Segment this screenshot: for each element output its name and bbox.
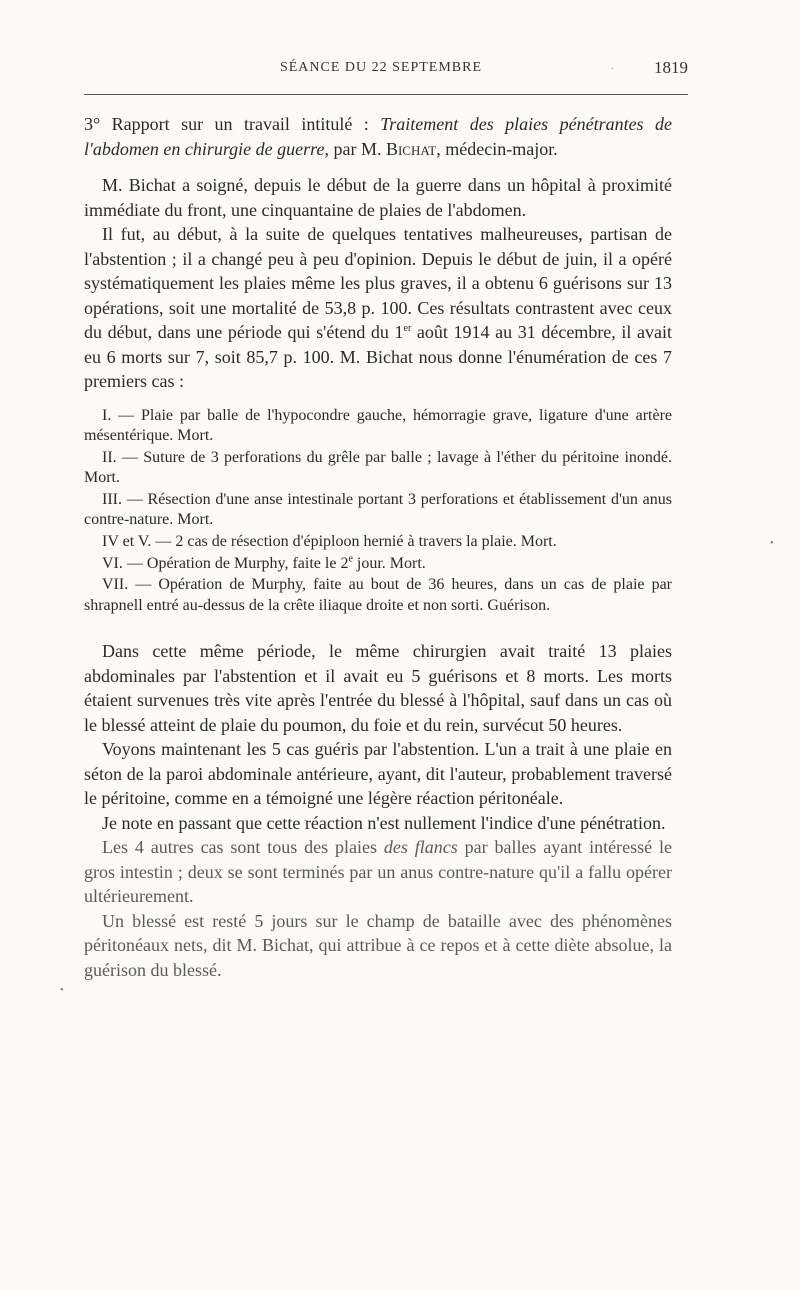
paragraph-flancs <box>84 835 672 909</box>
paragraph-results <box>84 222 672 394</box>
lower-text <box>84 639 672 982</box>
header-rule <box>84 94 688 95</box>
margin-mark: • <box>60 985 64 996</box>
report-prefix: 3° Rapport sur un travail intitulé : <box>84 114 381 134</box>
report-mid: , par M. <box>324 138 386 159</box>
case-list <box>84 406 672 617</box>
running-header <box>84 58 688 84</box>
results-text-a: Il fut, au début, à la suite de quelques tentatives malheureuses, partisan de l'abstention ; il a changé peu à peu d'opinion. Depuis le début de juin, il a opéré systématiquement les plaies même les plus graves, il a obtenu 6 guérisons sur 13 opérations, soit une mortalité de 53,8 p. 100. Ces résultats contrastent avec ceux du début, dans une période qui s'étend du 1 <box>84 224 672 342</box>
paragraph-report-title <box>84 112 672 161</box>
case-item: I. — Plaie par balle de l'hypocondre gauche, hémorragie grave, ligature d'une artère mésentérique. Mort. <box>84 406 672 445</box>
paragraph-note: Je note en passant que cette réaction n'est nullement l'indice d'une pénétration. <box>102 812 666 833</box>
page-number: 1819 <box>654 58 688 77</box>
header-title: SÉANCE DU 22 SEPTEMBRE <box>279 60 483 75</box>
paragraph-five-cases: Voyons maintenant les 5 cas guéris par l'abstention. L'un a trait à une plaie en séton de la paroi abdominale antérieure, ayant, dit l'auteur, probablement traversé le péritoine, comme en a témoigné une légère réaction péritonéale. <box>84 739 672 809</box>
case6-text-a: VI. — Opération de Murphy, faite le 2 <box>102 554 349 572</box>
author-name: Bichat <box>385 138 437 159</box>
case-item: III. — Résection d'une anse intestinale portant 3 perforations et établissement d'un anus contre-nature. Mort. <box>84 490 672 529</box>
case6-sup: e <box>348 553 353 565</box>
flancs-text-a: Les 4 autres cas sont tous des plaies <box>102 837 384 858</box>
flancs-italic: des flancs <box>383 837 458 858</box>
report-suffix: , médecin-major. <box>436 138 558 159</box>
paragraph-battlefield: Un blessé est resté 5 jours sur le champ de bataille avec des phénomènes péritonéaux nets, dit M. Bichat, qui attribue à ce repos et à cette diète absolue, la guérison du blessé. <box>84 910 672 980</box>
margin-mark: • <box>770 538 774 549</box>
paragraph-abstention: Dans cette même période, le même chirurgien avait traité 13 plaies abdominales par l'abstention et il avait eu 5 guérisons et 8 morts. Les morts étaient survenues très vite après l'entrée du blessé à l'hôpital, sauf dans un cas où le blessé atteint de plaie du poumon, du foie et du rein, survécut 50 heures. <box>84 641 672 735</box>
report-title: Traitement des plaies pénétrantes de l'abdomen en chirurgie de guerre <box>84 114 672 159</box>
case-item: IV et V. — 2 cas de résection d'épiploon hernié à travers la plaie. Mort. <box>102 533 557 551</box>
case-item: VII. — Opération de Murphy, faite au bout de 36 heures, dans un cas de plaie par shrapnell entré au-dessus de la crête iliaque droite et non sorti. Guérison. <box>84 576 672 614</box>
paragraph-intro: M. Bichat a soigné, depuis le début de la guerre dans un hôpital à proximité immédiate du front, une cinquantaine de plaies de l'abdomen. <box>84 175 672 220</box>
page-body <box>84 112 672 982</box>
main-text <box>84 112 672 394</box>
header-dot: · <box>610 64 614 75</box>
flancs-text-b: par balles ayant intéressé le gros intestin ; deux se sont terminés par un anus contre-nature qu'il a fallu opérer ultérieurement. <box>84 837 672 907</box>
case-item <box>84 554 672 575</box>
results-text-b: août 1914 au 31 décembre, il avait eu 6 morts sur 7, soit 85,7 p. 100. M. Bichat nous donne l'énumération de ces 7 premiers cas : <box>84 322 672 391</box>
results-sup: er <box>403 323 412 334</box>
case6-text-b: jour. Mort. <box>352 554 426 572</box>
case-item: II. — Suture de 3 perforations du grêle par balle ; lavage à l'éther du péritoine inondé. Mort. <box>84 448 672 487</box>
